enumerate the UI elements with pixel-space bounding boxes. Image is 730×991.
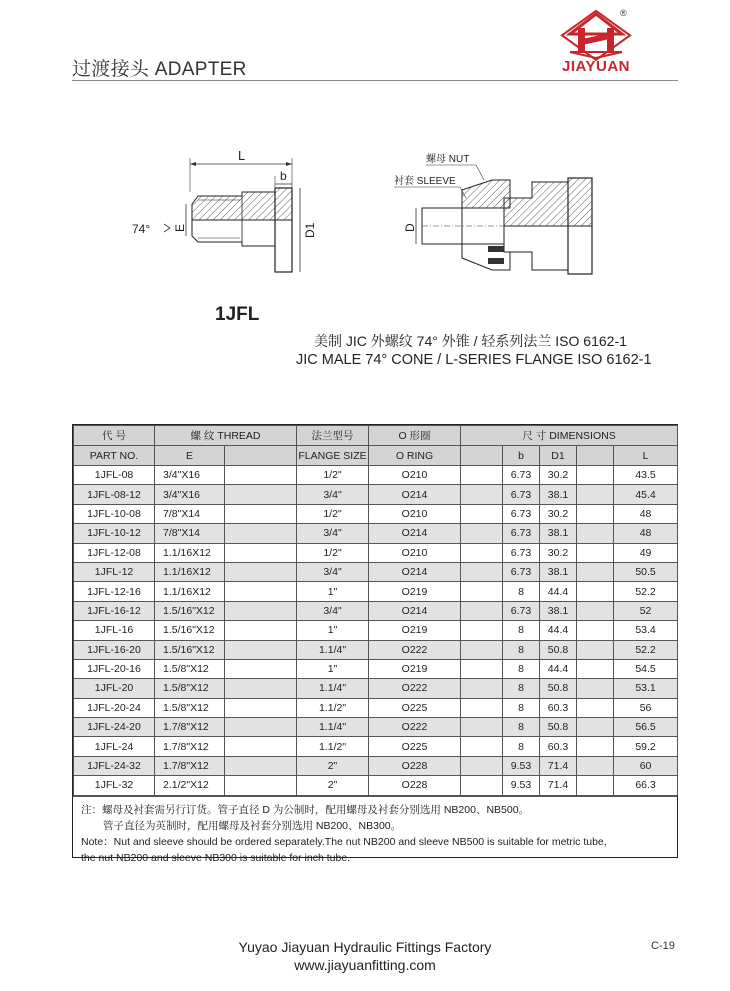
cell-thread: 1.7/8"X12 <box>155 737 225 756</box>
cell-o-ring: O225 <box>369 737 461 756</box>
cell-l: 48 <box>614 524 678 543</box>
cell-part-no: 1JFL-12 <box>74 562 155 581</box>
cell-thread-blank <box>225 543 297 562</box>
cell-part-no: 1JFL-20-24 <box>74 698 155 717</box>
cell-b: 6.73 <box>503 504 540 523</box>
cell-part-no: 1JFL-12-08 <box>74 543 155 562</box>
table-row <box>74 718 678 737</box>
cell-part-no: 1JFL-08 <box>74 466 155 485</box>
cell-dim-blank <box>461 485 503 504</box>
cell-dim-blank-2 <box>577 640 614 659</box>
cell-dim-blank <box>461 679 503 698</box>
cell-part-no: 1JFL-12-16 <box>74 582 155 601</box>
cell-dim-blank-2 <box>577 601 614 620</box>
cell-thread-blank <box>225 601 297 620</box>
cell-part-no: 1JFL-16 <box>74 621 155 640</box>
cell-o-ring: O210 <box>369 543 461 562</box>
cell-thread-blank <box>225 756 297 775</box>
cell-thread-blank <box>225 776 297 795</box>
cell-dim-blank-2 <box>577 524 614 543</box>
cell-dim-blank <box>461 718 503 737</box>
cell-dim-blank-2 <box>577 562 614 581</box>
spec-table <box>73 425 678 796</box>
table-header-row-1 <box>74 426 678 446</box>
cell-d1: 38.1 <box>540 485 577 504</box>
cell-dim-blank <box>461 621 503 640</box>
cell-d1: 38.1 <box>540 601 577 620</box>
cell-thread: 7/8"X14 <box>155 504 225 523</box>
dim-label-e: E <box>173 223 187 232</box>
cell-thread: 1.5/8"X12 <box>155 698 225 717</box>
cell-b: 8 <box>503 698 540 717</box>
cell-d1: 71.4 <box>540 776 577 795</box>
cell-flange-size: 3/4" <box>297 485 369 504</box>
cell-d1: 71.4 <box>540 756 577 775</box>
table-notes <box>73 796 677 866</box>
cell-dim-blank <box>461 562 503 581</box>
cell-thread-blank <box>225 640 297 659</box>
page-number: C-19 <box>651 940 675 952</box>
table-row <box>74 601 678 620</box>
cell-b: 6.73 <box>503 543 540 562</box>
cell-flange-size: 1" <box>297 659 369 678</box>
registered-mark: ® <box>620 8 627 18</box>
cell-flange-size: 1.1/4" <box>297 640 369 659</box>
cell-thread: 1.1/16X12 <box>155 543 225 562</box>
table-row <box>74 562 678 581</box>
table-row <box>74 698 678 717</box>
cell-part-no: 1JFL-24 <box>74 737 155 756</box>
cell-thread-blank <box>225 466 297 485</box>
description-english: JIC MALE 74° CONE / L-SERIES FLANGE ISO 6162-1 <box>296 352 652 368</box>
cell-dim-blank <box>461 543 503 562</box>
cell-dim-blank <box>461 640 503 659</box>
cell-d1: 44.4 <box>540 582 577 601</box>
cell-l: 56 <box>614 698 678 717</box>
cell-dim-blank <box>461 776 503 795</box>
cell-l: 48 <box>614 504 678 523</box>
cell-o-ring: O222 <box>369 679 461 698</box>
assembly-drawing <box>392 146 602 276</box>
cell-dim-blank-2 <box>577 679 614 698</box>
page-title: 过渡接头 ADAPTER <box>72 59 247 80</box>
cell-b: 6.73 <box>503 485 540 504</box>
cell-dim-blank <box>461 737 503 756</box>
cell-flange-size: 1/2" <box>297 543 369 562</box>
footer-website: www.jiayuanfitting.com <box>294 957 436 973</box>
cell-part-no: 1JFL-24-20 <box>74 718 155 737</box>
cell-flange-size: 3/4" <box>297 524 369 543</box>
cell-dim-blank-2 <box>577 466 614 485</box>
description-chinese: 美制 JIC 外螺纹 74° 外锥 / 轻系列法兰 ISO 6162-1 <box>314 333 627 349</box>
table-row <box>74 543 678 562</box>
footer-company: Yuyao Jiayuan Hydraulic Fittings Factory <box>238 939 492 955</box>
cell-o-ring: O225 <box>369 698 461 717</box>
cell-thread: 1.7/8"X12 <box>155 718 225 737</box>
table-row <box>74 679 678 698</box>
cell-flange-size: 1.1/4" <box>297 718 369 737</box>
cell-thread: 1.5/8"X12 <box>155 679 225 698</box>
cell-d1: 60.3 <box>540 737 577 756</box>
cell-d1: 50.8 <box>540 640 577 659</box>
cell-b: 6.73 <box>503 524 540 543</box>
cell-b: 8 <box>503 640 540 659</box>
cell-dim-blank <box>461 659 503 678</box>
cell-part-no: 1JFL-24-32 <box>74 756 155 775</box>
table-row <box>74 504 678 523</box>
cell-dim-blank <box>461 466 503 485</box>
cell-b: 8 <box>503 737 540 756</box>
cell-thread: 1.1/16X12 <box>155 562 225 581</box>
cell-thread-blank <box>225 504 297 523</box>
cell-dim-blank-2 <box>577 776 614 795</box>
cell-dim-blank <box>461 504 503 523</box>
cell-l: 52.2 <box>614 640 678 659</box>
cell-d1: 38.1 <box>540 562 577 581</box>
note-cn-line-2: 管子直径为英制时，配用螺母及衬套分别选用 NB200、NB300。 <box>103 819 402 832</box>
table-row <box>74 485 678 504</box>
cell-thread: 1.1/16X12 <box>155 582 225 601</box>
cell-thread: 1.5/16"X12 <box>155 640 225 659</box>
cell-l: 53.1 <box>614 679 678 698</box>
model-code: 1JFL <box>215 304 260 325</box>
cell-flange-size: 3/4" <box>297 562 369 581</box>
cell-b: 6.73 <box>503 466 540 485</box>
table-row <box>74 776 678 795</box>
table-row <box>74 737 678 756</box>
cell-thread-blank <box>225 737 297 756</box>
cell-l: 52.2 <box>614 582 678 601</box>
cell-o-ring: O222 <box>369 640 461 659</box>
cell-o-ring: O228 <box>369 776 461 795</box>
table-row <box>74 466 678 485</box>
cell-flange-size: 2" <box>297 756 369 775</box>
header-thread: 螺 纹 THREAD <box>155 426 297 446</box>
cell-b: 8 <box>503 718 540 737</box>
header-divider <box>72 80 678 81</box>
header-oring: O 形圈 <box>369 426 461 446</box>
cell-flange-size: 2" <box>297 776 369 795</box>
cell-l: 56.5 <box>614 718 678 737</box>
cell-d1: 44.4 <box>540 621 577 640</box>
header-e: E <box>155 446 225 466</box>
header-dimensions: 尺 寸 DIMENSIONS <box>461 426 678 446</box>
cell-flange-size: 1.1/2" <box>297 737 369 756</box>
cell-d1: 50.8 <box>540 679 577 698</box>
cell-dim-blank <box>461 698 503 717</box>
cell-b: 6.73 <box>503 601 540 620</box>
cell-o-ring: O214 <box>369 524 461 543</box>
table-header-row-2 <box>74 446 678 466</box>
cell-thread-blank <box>225 524 297 543</box>
cell-o-ring: O219 <box>369 659 461 678</box>
cell-dim-blank-2 <box>577 485 614 504</box>
header-flange-size: FLANGE SIZE <box>297 446 369 466</box>
cell-l: 66.3 <box>614 776 678 795</box>
header-o-ring: O RING <box>369 446 461 466</box>
cell-d1: 30.2 <box>540 543 577 562</box>
cell-l: 45.4 <box>614 485 678 504</box>
dim-label-d: D <box>403 223 417 232</box>
cell-thread-blank <box>225 659 297 678</box>
cell-part-no: 1JFL-08-12 <box>74 485 155 504</box>
cell-thread: 2.1/2"X12 <box>155 776 225 795</box>
cell-dim-blank <box>461 756 503 775</box>
cell-part-no: 1JFL-20-16 <box>74 659 155 678</box>
cell-d1: 30.2 <box>540 504 577 523</box>
cell-thread-blank <box>225 562 297 581</box>
table-row <box>74 621 678 640</box>
cell-l: 60 <box>614 756 678 775</box>
cell-l: 43.5 <box>614 466 678 485</box>
cell-l: 49 <box>614 543 678 562</box>
cell-part-no: 1JFL-16-20 <box>74 640 155 659</box>
cell-thread: 1.7/8"X12 <box>155 756 225 775</box>
header-thread-blank <box>225 446 297 466</box>
cell-b: 8 <box>503 679 540 698</box>
cell-thread: 1.5/16"X12 <box>155 621 225 640</box>
cell-o-ring: O228 <box>369 756 461 775</box>
cell-dim-blank-2 <box>577 543 614 562</box>
cell-flange-size: 1.1/2" <box>297 698 369 717</box>
cell-flange-size: 1/2" <box>297 504 369 523</box>
cell-thread-blank <box>225 621 297 640</box>
cell-flange-size: 1.1/4" <box>297 679 369 698</box>
cell-flange-size: 1" <box>297 582 369 601</box>
cell-o-ring: O222 <box>369 718 461 737</box>
cell-l: 54.5 <box>614 659 678 678</box>
cell-dim-blank-2 <box>577 504 614 523</box>
cell-o-ring: O214 <box>369 601 461 620</box>
cell-dim-blank-2 <box>577 698 614 717</box>
cell-part-no: 1JFL-16-12 <box>74 601 155 620</box>
cell-o-ring: O210 <box>369 466 461 485</box>
cell-o-ring: O214 <box>369 562 461 581</box>
spec-table-body <box>74 466 678 796</box>
cell-o-ring: O214 <box>369 485 461 504</box>
header-code: 代 号 <box>74 426 155 446</box>
table-row <box>74 659 678 678</box>
cell-part-no: 1JFL-32 <box>74 776 155 795</box>
cell-o-ring: O219 <box>369 621 461 640</box>
cell-b: 8 <box>503 582 540 601</box>
fitting-dimension-drawing <box>130 140 320 280</box>
cell-dim-blank <box>461 582 503 601</box>
cell-d1: 50.8 <box>540 718 577 737</box>
table-row <box>74 756 678 775</box>
cell-dim-blank <box>461 524 503 543</box>
header-dim-blank-2 <box>577 446 614 466</box>
table-row <box>74 524 678 543</box>
nut-label: 螺母 NUT <box>426 154 470 165</box>
cell-flange-size: 1" <box>297 621 369 640</box>
cell-thread-blank <box>225 582 297 601</box>
cell-part-no: 1JFL-10-08 <box>74 504 155 523</box>
cell-thread: 7/8"X14 <box>155 524 225 543</box>
cell-dim-blank-2 <box>577 756 614 775</box>
brand-name: JIAYUAN <box>562 58 630 75</box>
cell-d1: 60.3 <box>540 698 577 717</box>
dim-label-d1: D1 <box>303 222 317 238</box>
cell-d1: 38.1 <box>540 524 577 543</box>
note-cn-line-1: 注：螺母及衬套需另行订货。管子直径 D 为公制时，配用螺母及衬套分别选用 NB200、NB500。 <box>81 803 530 816</box>
cell-o-ring: O219 <box>369 582 461 601</box>
cell-flange-size: 1/2" <box>297 466 369 485</box>
cell-thread-blank <box>225 679 297 698</box>
cell-dim-blank-2 <box>577 737 614 756</box>
header-dim-blank <box>461 446 503 466</box>
cell-thread-blank <box>225 698 297 717</box>
dim-label-l: L <box>238 148 246 163</box>
cell-b: 9.53 <box>503 776 540 795</box>
cell-part-no: 1JFL-10-12 <box>74 524 155 543</box>
dim-label-b: b <box>280 169 287 183</box>
cell-dim-blank <box>461 601 503 620</box>
cell-thread-blank <box>225 485 297 504</box>
cell-b: 8 <box>503 621 540 640</box>
cell-thread: 3/4"X16 <box>155 485 225 504</box>
cell-dim-blank-2 <box>577 621 614 640</box>
cell-l: 53.4 <box>614 621 678 640</box>
sleeve-label: 衬套 SLEEVE <box>394 176 456 187</box>
cell-thread: 1.5/16"X12 <box>155 601 225 620</box>
cell-thread: 3/4"X16 <box>155 466 225 485</box>
cell-o-ring: O210 <box>369 504 461 523</box>
cone-angle-label: 74° <box>132 222 151 236</box>
cell-b: 6.73 <box>503 562 540 581</box>
cell-b: 9.53 <box>503 756 540 775</box>
cell-dim-blank-2 <box>577 582 614 601</box>
cell-part-no: 1JFL-20 <box>74 679 155 698</box>
header-flange: 法兰型号 <box>297 426 369 446</box>
cell-d1: 30.2 <box>540 466 577 485</box>
header-part-no: PART NO. <box>74 446 155 466</box>
cell-d1: 44.4 <box>540 659 577 678</box>
cell-thread-blank <box>225 718 297 737</box>
cell-l: 52 <box>614 601 678 620</box>
cell-dim-blank-2 <box>577 659 614 678</box>
table-row <box>74 582 678 601</box>
note-en-line-2: the nut NB200 and sleeve NB300 is suitable for inch tube. <box>81 851 351 864</box>
cell-b: 8 <box>503 659 540 678</box>
cell-flange-size: 3/4" <box>297 601 369 620</box>
cell-dim-blank-2 <box>577 718 614 737</box>
cell-l: 50.5 <box>614 562 678 581</box>
note-en-line-1: Note：Nut and sleeve should be ordered separately.The nut NB200 and sleeve NB500 is suitable for metric tube, <box>81 835 607 848</box>
cell-l: 59.2 <box>614 737 678 756</box>
table-row <box>74 640 678 659</box>
header-l: L <box>614 446 678 466</box>
header-b: b <box>503 446 540 466</box>
cell-thread: 1.5/8"X12 <box>155 659 225 678</box>
spec-table-container <box>72 424 678 864</box>
header-d1: D1 <box>540 446 577 466</box>
